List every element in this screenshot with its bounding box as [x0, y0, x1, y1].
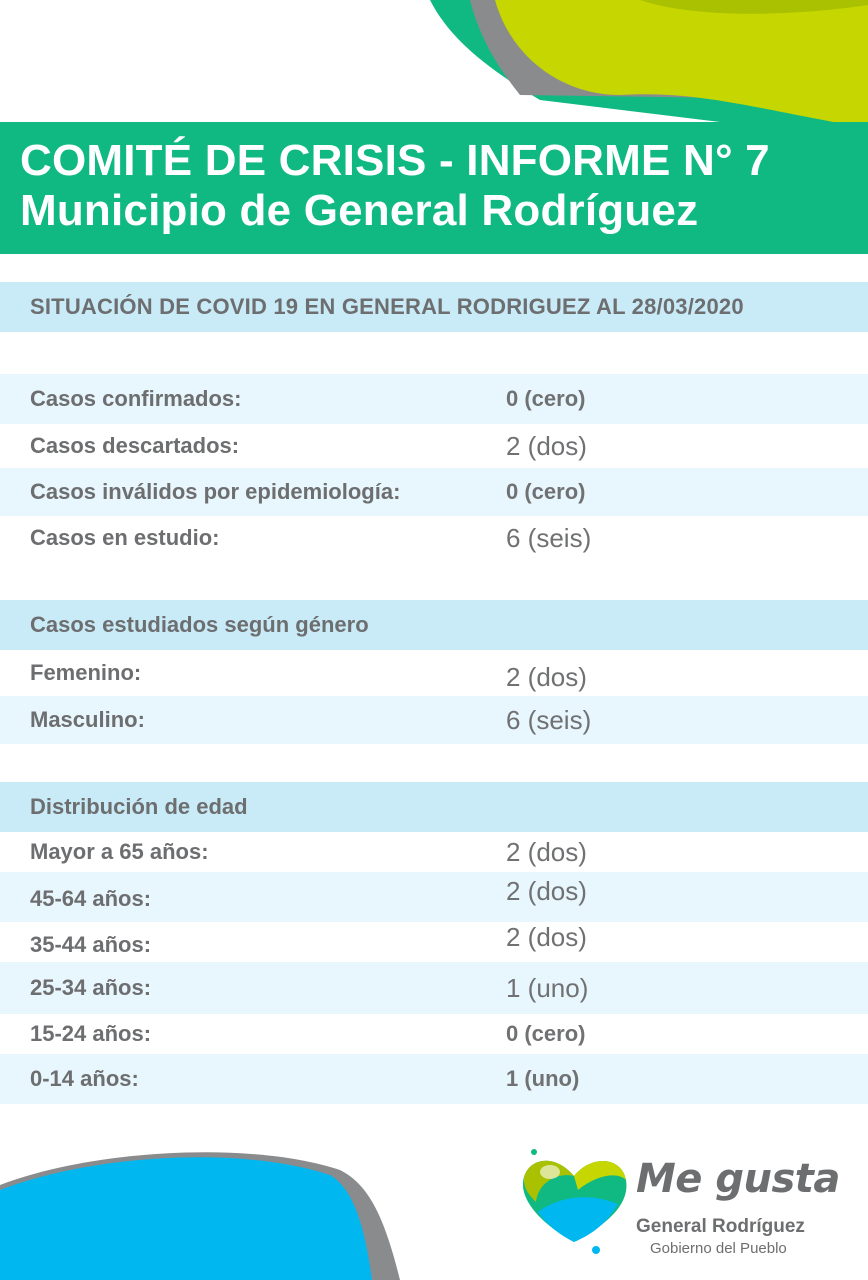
title-band [0, 122, 868, 254]
age-row [0, 832, 868, 872]
case-label: Casos en estudio: [30, 525, 220, 550]
gender-heading-row [0, 600, 868, 650]
age-row [0, 1054, 868, 1104]
gender-row [0, 650, 868, 696]
age-value: 1 (uno) [506, 1066, 580, 1091]
gender-label: Masculino: [30, 707, 145, 732]
municipality-logo [518, 1142, 858, 1262]
situation-heading-row [0, 282, 868, 332]
age-value: 2 (dos) [506, 836, 587, 867]
age-label: 25-34 años: [30, 975, 152, 1000]
age-heading-row [0, 782, 868, 832]
age-label: Mayor a 65 años: [30, 839, 209, 864]
logo-subtitle: General Rodríguez [636, 1216, 805, 1237]
age-label: 0-14 años: [30, 1066, 139, 1091]
gender-value: 2 (dos) [506, 662, 587, 692]
case-row [0, 424, 868, 468]
case-value: 0 (cero) [506, 479, 586, 504]
age-label: 45-64 años: [30, 886, 152, 911]
logo-tagline: Gobierno del Pueblo [650, 1240, 787, 1257]
age-row [0, 872, 868, 922]
municipality-title: Municipio de General Rodríguez [20, 186, 699, 235]
case-value: 0 (cero) [506, 386, 586, 411]
case-value: 6 (seis) [506, 522, 592, 553]
case-row [0, 374, 868, 424]
gender-value: 6 (seis) [506, 704, 592, 735]
heart-logo-icon [518, 1142, 630, 1258]
gender-label: Femenino: [30, 660, 142, 685]
top-decorative-shapes [0, 0, 868, 140]
case-label: Casos confirmados: [30, 386, 242, 411]
age-value: 1 (uno) [506, 972, 589, 1003]
gender-heading: Casos estudiados según género [30, 612, 369, 637]
age-row [0, 1014, 868, 1054]
age-label: 35-44 años: [30, 932, 152, 957]
gender-row [0, 696, 868, 744]
case-value: 2 (dos) [506, 430, 587, 461]
age-heading: Distribución de edad [30, 794, 248, 819]
age-value: 0 (cero) [506, 1021, 586, 1046]
report-title: COMITÉ DE CRISIS - INFORME N° 7 [20, 136, 770, 185]
case-row [0, 468, 868, 516]
case-row [0, 516, 868, 560]
case-label: Casos descartados: [30, 433, 240, 458]
age-value: 2 (dos) [506, 922, 587, 952]
age-row [0, 962, 868, 1014]
age-label: 15-24 años: [30, 1021, 152, 1046]
situation-heading: SITUACIÓN DE COVID 19 EN GENERAL RODRIGUEZ AL 28/03/2020 [30, 294, 744, 319]
logo-title: Me gusta [636, 1156, 840, 1202]
case-label: Casos inválidos por epidemiología: [30, 479, 401, 504]
age-value: 2 (dos) [506, 876, 587, 906]
age-row [0, 922, 868, 962]
